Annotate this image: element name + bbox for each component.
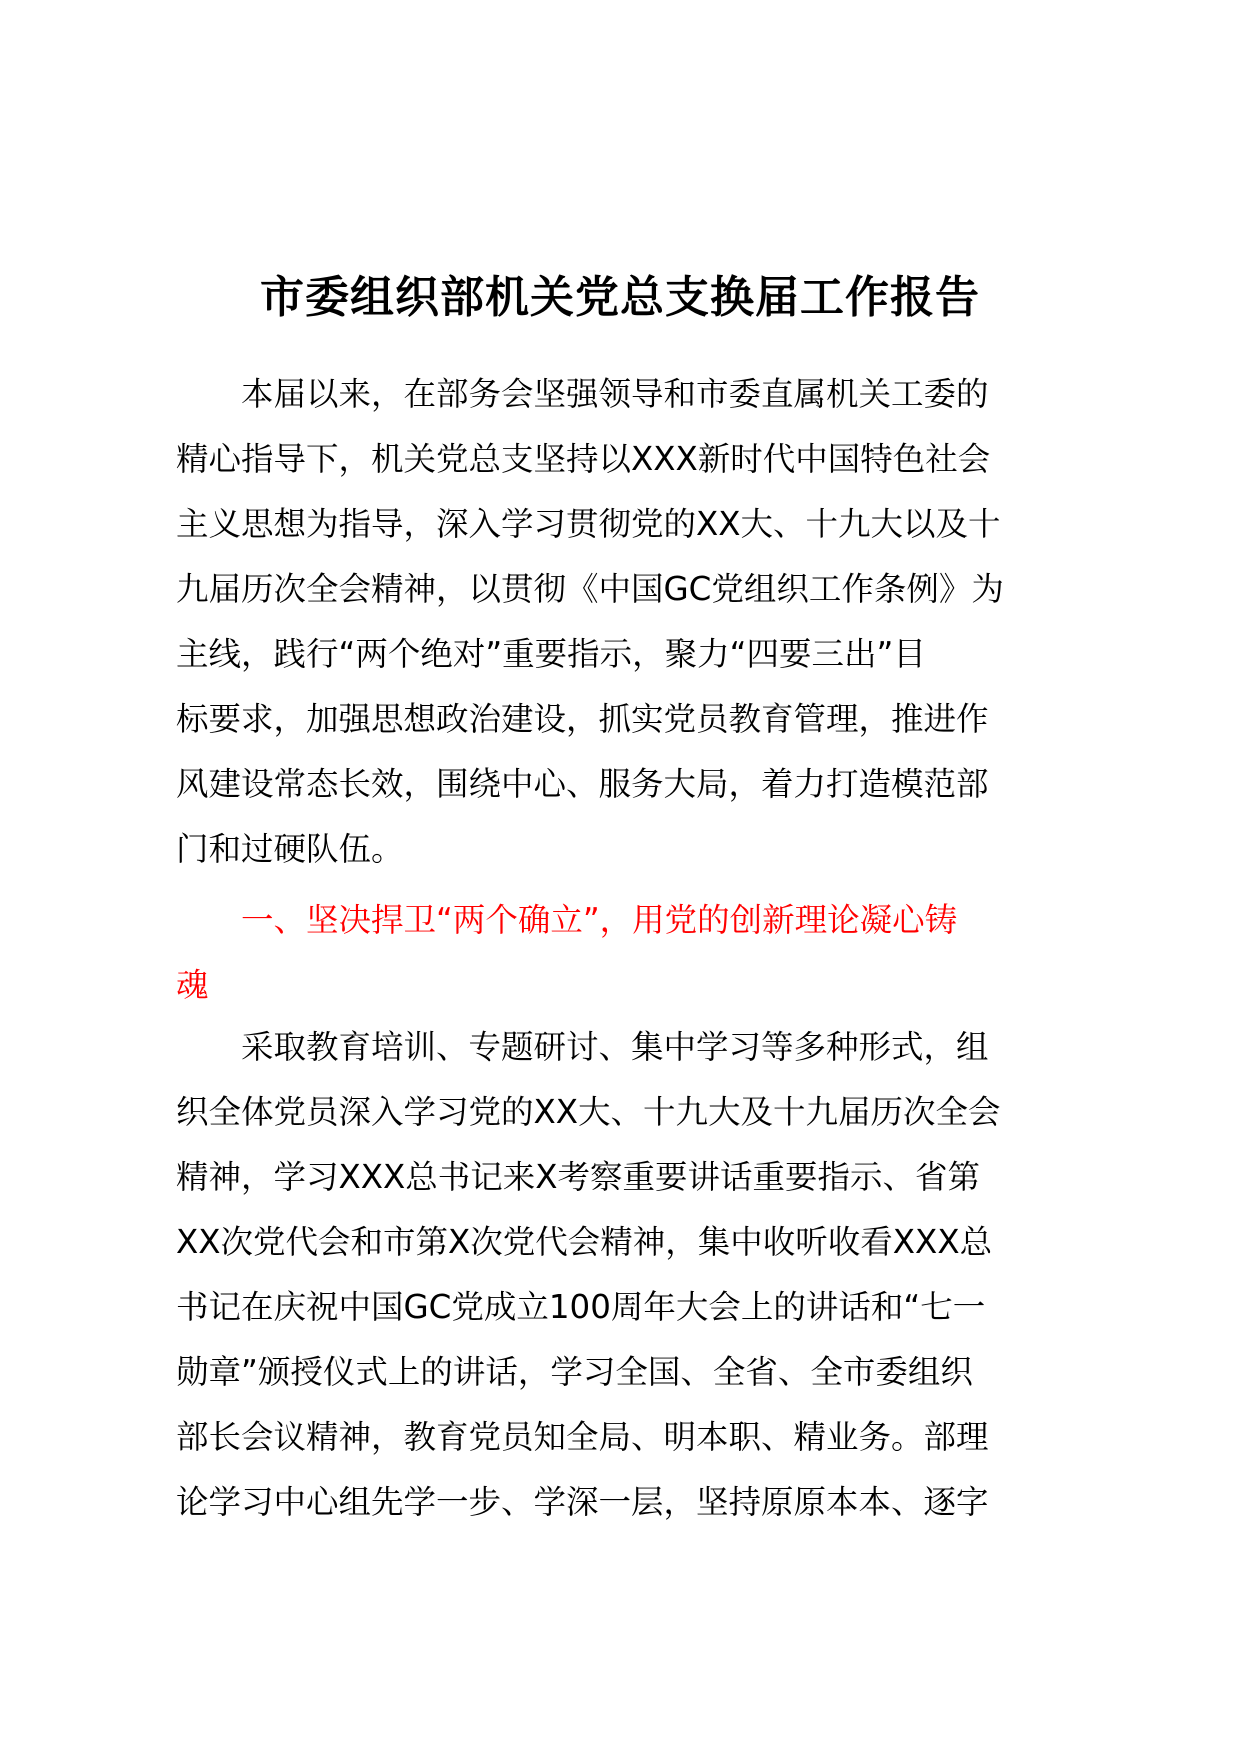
text-line: 标要求，加强思想政治建设，抓实党员教育管理，推进作	[176, 700, 989, 738]
section-heading-1	[176, 888, 1096, 1018]
text-line: 本届以来，在部务会坚强领导和市委直属机关工委的	[241, 375, 989, 413]
text-line: 勋章”颁授仪式上的讲话，学习全国、全省、全市委组织	[176, 1353, 973, 1391]
heading-line: 一、坚决捍卫“两个确立”，用党的创新理论凝心铸	[241, 901, 958, 939]
paragraph-intro	[176, 362, 1096, 882]
text-line: 九届历次全会精神，以贯彻《中国GC党组织工作条例》为	[176, 570, 1004, 608]
text-line: 书记在庆祝中国GC党成立100周年大会上的讲话和“七一	[176, 1288, 986, 1326]
text-line: 部长会议精神，教育党员知全局、明本职、精业务。部理	[176, 1418, 989, 1456]
text-line: 风建设常态长效，围绕中心、服务大局，着力打造模范部	[176, 765, 989, 803]
text-line: 织全体党员深入学习党的XX大、十九大及十九届历次全会	[176, 1093, 1001, 1131]
text-line: 精神，学习XXX总书记来X考察重要讲话重要指示、省第	[176, 1158, 981, 1196]
text-line: 论学习中心组先学一步、学深一层，坚持原原本本、逐字	[176, 1483, 989, 1521]
text-line: 采取教育培训、专题研讨、集中学习等多种形式，组	[241, 1028, 989, 1066]
text-line: 主义思想为指导，深入学习贯彻党的XX大、十九大以及十	[176, 505, 1001, 543]
heading-line: 魂	[176, 966, 209, 1004]
text-line: 主线，践行“两个绝对”重要指示，聚力“四要三出”目	[176, 635, 926, 673]
document-title: 市委组织部机关党总支换届工作报告	[260, 272, 980, 323]
text-line: XX次党代会和市第X次党代会精神，集中收听收看XXX总	[176, 1223, 993, 1261]
text-line: 精心指导下，机关党总支坚持以XXX新时代中国特色社会	[176, 440, 991, 478]
paragraph-section-1	[176, 1015, 1096, 1535]
text-line: 门和过硬队伍。	[176, 830, 404, 868]
